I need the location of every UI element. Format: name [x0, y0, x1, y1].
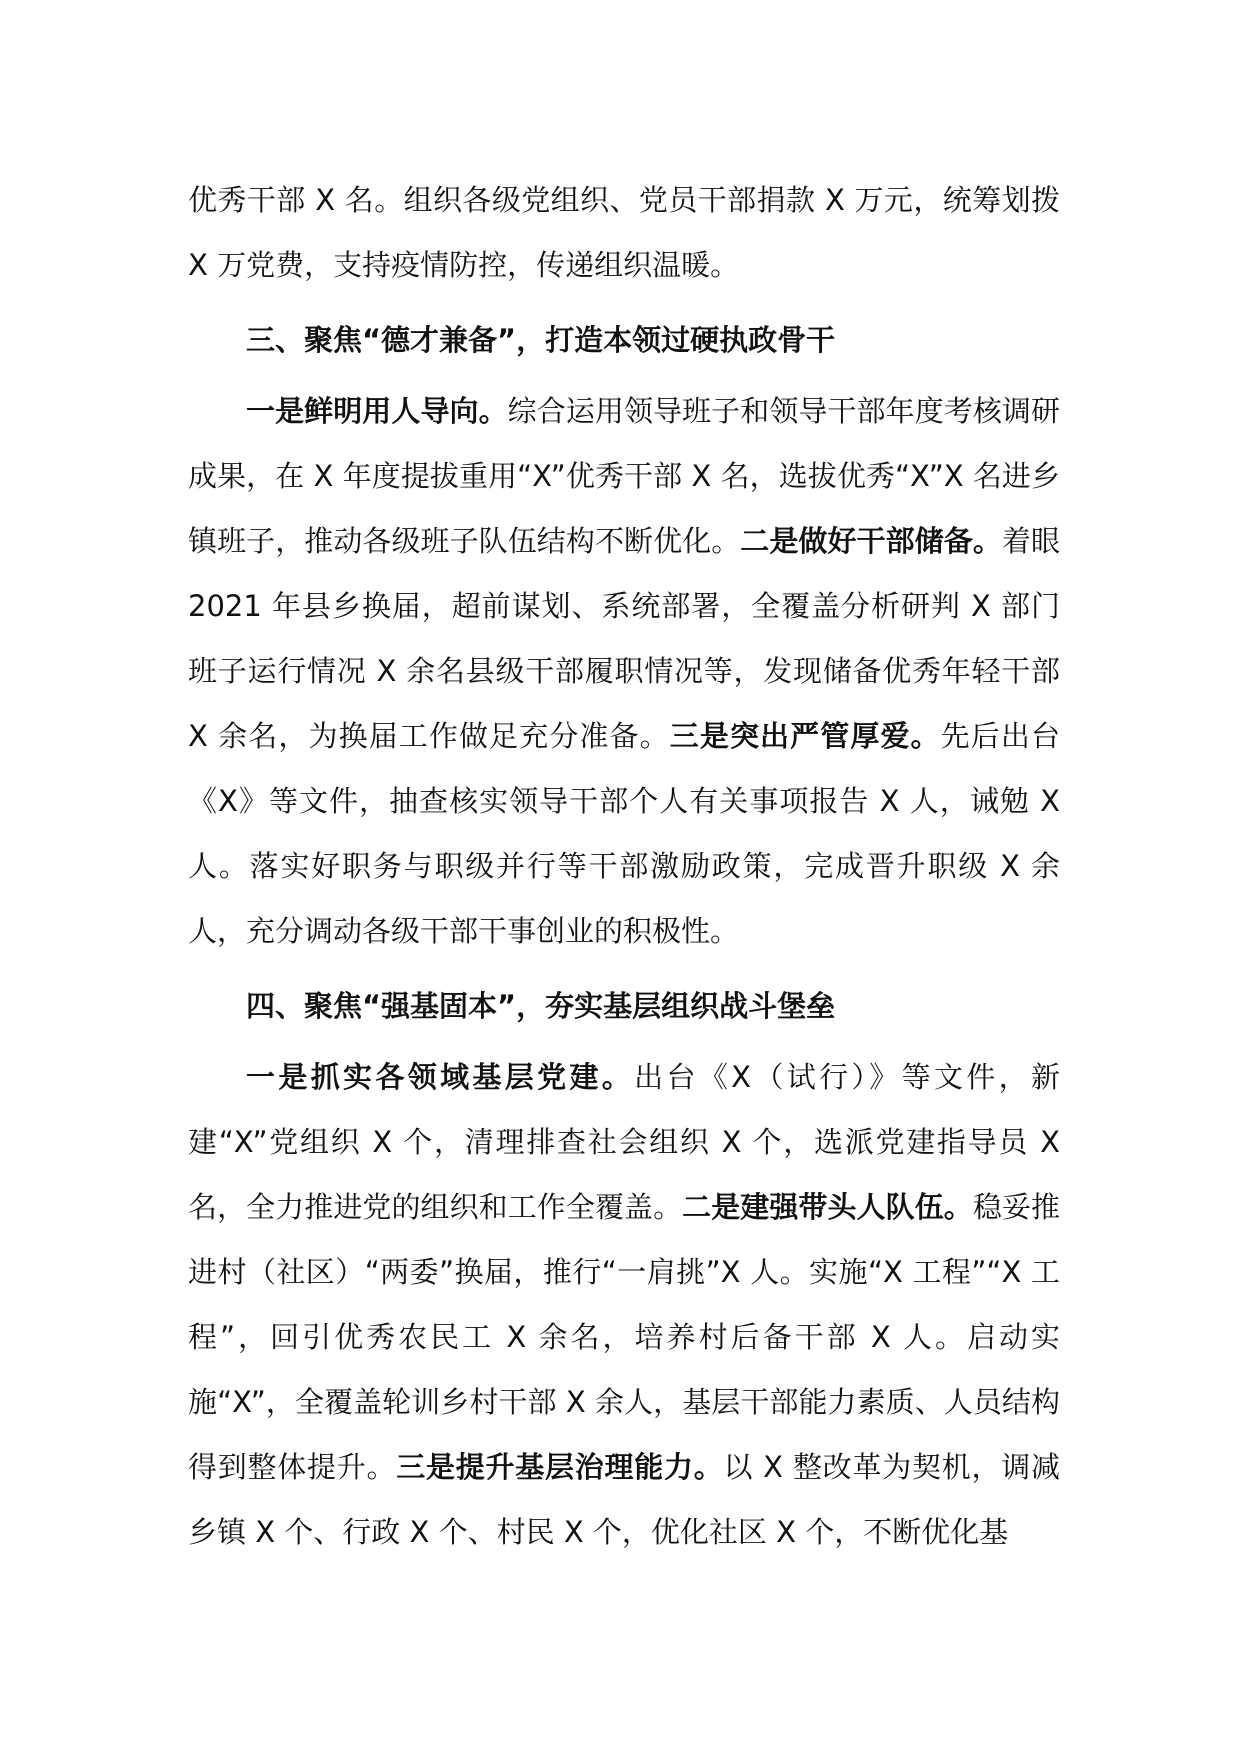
text-run: 以 X 整改革为契机，调减乡镇 X 个、行政 X 个、村民 X 个，优化社区 X 个，不断优化基 [188, 1450, 1060, 1549]
paragraph-continuation [188, 168, 1060, 298]
section-heading-3: 三、聚焦“德才兼备”，打造本领过硬执政骨干 [246, 323, 836, 357]
document-page [188, 168, 1060, 1565]
text-run: 出台《X（试行）》等文件，新建“X”党组织 X 个，清理排查社会组织 X 个，选派党建指导员 X 名，全力推进党的组织和工作全覆盖。 [188, 1060, 1060, 1224]
paragraph-cadre-selection [188, 379, 1060, 964]
section-heading-4: 四、聚焦“强基固本”，夯实基层组织战斗堡垒 [246, 989, 836, 1023]
text-run: 先后出台《X》等文件，抽查核实领导干部个人有关事项报告 X 人，诫勉 X 人。落实好职务与职级并行等干部激励政策，完成晋升职级 X 余人，充分调动各级干部干事创业的积极性。 [188, 719, 1060, 948]
text-run: 着眼 2021 年县乡换届，超前谋划、系统部署，全覆盖分析研判 X 部门班子运行情况 X 余名县级干部履职情况等，发现储备优秀年轻干部 X 余名，为换届工作做足充分准备。 [188, 524, 1060, 753]
paragraph-grassroots [188, 1045, 1060, 1565]
text-run: 稳妥推进村（社区）“两委”换届，推行“一肩挑”X 人。实施“X 工程”“X 工程”，回引优秀农民工 X 余名，培养村后备干部 X 人。启动实施“X”，全覆盖轮训乡村干部 X 余人，基层干部能力素质、人员结构得到整体提升。 [188, 1190, 1060, 1484]
bold-lead-phrase: 三是突出严管厚爱。 [669, 719, 941, 753]
bold-lead-phrase: 二是做好干部储备。 [740, 524, 1002, 558]
text-run: 综合运用领导班子和领导干部年度考核调研成果，在 X 年度提拔重用“X”优秀干部 X 名，选拔优秀“X”X 名进乡镇班子，推动各级班子队伍结构不断优化。 [188, 394, 1060, 558]
bold-lead-phrase: 一是鲜明用人导向。 [246, 394, 508, 428]
text-run: 优秀干部 X 名。组织各级党组织、党员干部捐款 X 万元，统筹划拨 X 万党费，支持疫情防控，传递组织温暖。 [188, 183, 1060, 282]
bold-lead-phrase: 三是提升基层治理能力。 [396, 1450, 724, 1484]
bold-lead-phrase: 二是建强带头人队伍。 [682, 1190, 973, 1224]
bold-lead-phrase: 一是抓实各领域基层党建。 [246, 1060, 635, 1094]
